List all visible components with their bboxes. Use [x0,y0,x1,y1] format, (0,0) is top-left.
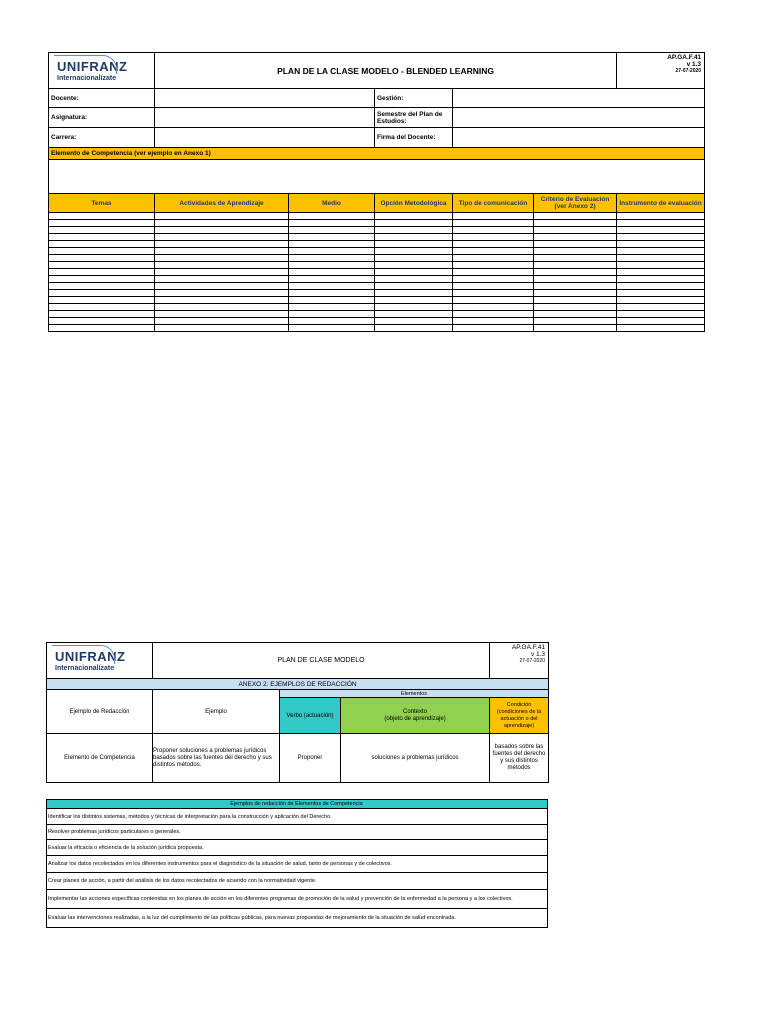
plan-cell[interactable] [617,227,705,234]
plan-cell[interactable] [617,276,705,283]
plan-cell[interactable] [617,304,705,311]
plan-cell[interactable] [49,290,155,297]
ejemplo-item: Evaluar las intervenciones realizadas, a la luz del cumplimiento de las políticas públicas, para nuevas propuestas de mejoramiento de la situación de salud encontrada. [47,909,548,928]
brand-name: UNIFRANZ [57,59,128,74]
competencia-field[interactable] [49,160,705,194]
plan-cell[interactable] [49,269,155,276]
plan-cell[interactable] [534,311,617,318]
brand-tagline: Internacionalízate [57,75,117,82]
ejemplos-title: Ejemplos de redacción de Elementos de Competencia [47,800,548,809]
plan-cell[interactable] [453,311,534,318]
form-date: 27-07-2020 [675,68,702,74]
firma-label: Firma del Docente: [375,128,453,148]
row-ejemplo: Proponer soluciones a problemas jurídicos basados sobre las fuentes del derecho y sus distintos métodos. [153,734,280,783]
plan-cell[interactable] [289,290,375,297]
plan-cell[interactable] [375,248,453,255]
form-version: v 1.3 [686,61,702,68]
plan-cell[interactable] [617,318,705,325]
plan-cell[interactable] [289,276,375,283]
col-instrumento-evaluacion: Instrumento de evaluación [617,194,705,213]
plan-cell[interactable] [49,255,155,262]
plan-cell[interactable] [49,241,155,248]
plan-cell[interactable] [453,318,534,325]
col-verbo: Verbo (actuación) [280,698,341,734]
plan-cell[interactable] [289,283,375,290]
plan-cell[interactable] [375,269,453,276]
elementos-header: Elementos [280,690,549,698]
plan-cell[interactable] [453,283,534,290]
col-actividades: Actividades de Aprendizaje [155,194,289,213]
plan-cell[interactable] [49,276,155,283]
plan-cell[interactable] [155,276,289,283]
plan-clase-form [48,52,705,332]
form-title: PLAN DE LA CLASE MODELO - BLENDED LEARNING [155,53,617,89]
col-contexto: Contexto (objeto de aprendizaje) [341,698,490,734]
asignatura-field[interactable] [155,108,375,128]
plan-cell[interactable] [289,241,375,248]
plan-cell[interactable] [617,290,705,297]
anexo-form [46,642,549,783]
plan-cell[interactable] [534,213,617,220]
col-opcion-metodologica: Opción Metodológica [375,194,453,213]
plan-cell[interactable] [453,325,534,332]
plan-cell[interactable] [49,262,155,269]
plan-cell[interactable] [289,311,375,318]
plan-cell[interactable] [49,325,155,332]
plan-row [49,290,705,297]
plan-cell[interactable] [453,269,534,276]
plan-cell[interactable] [617,311,705,318]
plan-cell[interactable] [289,220,375,227]
plan-row [49,213,705,220]
plan-cell[interactable] [375,241,453,248]
plan-cell[interactable] [617,283,705,290]
plan-row [49,262,705,269]
brand-tagline-2: Internacionalízate [55,665,115,672]
plan-row [49,283,705,290]
plan-row [49,255,705,262]
plan-cell[interactable] [534,290,617,297]
plan-cell[interactable] [617,248,705,255]
col-ejemplo-redaccion: Ejemplo de Redacción [47,690,153,734]
plan-cell[interactable] [534,220,617,227]
anexo-code-cell [490,643,549,679]
plan-cell[interactable] [155,234,289,241]
plan-cell[interactable] [453,248,534,255]
plan-cell[interactable] [534,227,617,234]
plan-cell[interactable] [453,234,534,241]
competencia-header: Elemento de Competencia (ver ejemplo en Anexo 1) [49,148,705,160]
plan-cell[interactable] [617,241,705,248]
col-ejemplo: Ejemplo [153,690,280,734]
row-contexto: soluciones a problemas jurídicos [341,734,490,783]
firma-field[interactable] [453,128,705,148]
logo-cell-2 [47,643,153,679]
plan-cell[interactable] [453,220,534,227]
form-code: AP.GA.F.41 [667,54,702,61]
ejemplo-item: Resolver problemas jurídicos particulares o generales. [47,825,548,840]
plan-cell[interactable] [375,262,453,269]
plan-cell[interactable] [617,213,705,220]
plan-row [49,297,705,304]
plan-cell[interactable] [155,248,289,255]
plan-cell[interactable] [453,262,534,269]
plan-cell[interactable] [534,262,617,269]
semestre-field[interactable] [453,108,705,128]
plan-row [49,227,705,234]
plan-cell[interactable] [534,255,617,262]
row-condicion: basados sobre las fuentes del derecho y sus distintos métodos [490,734,549,783]
carrera-label: Carrera: [49,128,155,148]
plan-cell[interactable] [534,325,617,332]
plan-cell[interactable] [289,262,375,269]
plan-cell[interactable] [49,283,155,290]
ejemplo-item: Implementar las acciones específicas contenidas en los planes de acción en los diferentes programas de promoción de la salud y prevención de la enfermedad a la persona y a los colectivos. [47,890,548,909]
logo-cell [49,53,155,89]
plan-cell[interactable] [49,234,155,241]
anexo-code: AP.GA.F.41 [511,644,546,651]
plan-cell[interactable] [617,325,705,332]
plan-cell[interactable] [453,276,534,283]
plan-row [49,276,705,283]
plan-cell[interactable] [453,227,534,234]
ejemplo-item: Evaluar la eficacia o eficiencia de la solución jurídica propuesta. [47,840,548,856]
plan-cell[interactable] [155,262,289,269]
row-label: Elemento de Competencia [47,734,153,783]
plan-cell[interactable] [617,220,705,227]
plan-cell[interactable] [289,234,375,241]
plan-cell[interactable] [155,220,289,227]
plan-cell[interactable] [155,311,289,318]
plan-cell[interactable] [453,213,534,220]
anexo-version: v 1.3 [530,651,546,658]
plan-row [49,269,705,276]
anexo-form-title: PLAN DE CLASE MODELO [153,643,490,679]
plan-cell[interactable] [617,255,705,262]
brand-name-2: UNIFRANZ [55,649,126,664]
carrera-field[interactable] [155,128,375,148]
plan-cell[interactable] [375,213,453,220]
plan-cell[interactable] [617,234,705,241]
plan-cell[interactable] [375,220,453,227]
plan-cell[interactable] [534,248,617,255]
docente-label: Docente: [49,89,155,108]
plan-cell[interactable] [617,269,705,276]
plan-cell[interactable] [453,304,534,311]
plan-cell[interactable] [534,276,617,283]
plan-cell[interactable] [617,297,705,304]
plan-cell[interactable] [155,283,289,290]
plan-cell[interactable] [155,290,289,297]
plan-cell[interactable] [375,311,453,318]
plan-cell[interactable] [49,213,155,220]
plan-cell[interactable] [155,241,289,248]
col-condicion: Condición (condiciones de la actuación o del aprendizaje) [490,698,549,734]
plan-cell[interactable] [289,255,375,262]
plan-row [49,325,705,332]
plan-cell[interactable] [155,325,289,332]
plan-cell[interactable] [617,262,705,269]
plan-cell[interactable] [375,283,453,290]
row-verbo: Proponer [280,734,341,783]
plan-cell[interactable] [289,213,375,220]
plan-row [49,311,705,318]
plan-cell[interactable] [155,304,289,311]
plan-cell[interactable] [453,290,534,297]
col-temas: Temas [49,194,155,213]
plan-cell[interactable] [289,227,375,234]
plan-cell[interactable] [155,269,289,276]
plan-cell[interactable] [289,304,375,311]
col-criterio-evaluacion: Criterio de Evaluación (ver Anexo 2) [534,194,617,213]
plan-row [49,220,705,227]
plan-row [49,318,705,325]
plan-cell[interactable] [534,283,617,290]
ejemplo-item: Identificar los distintos sistemas, métodos y técnicas de interpretación para la construcción y aplicación del Derecho. [47,809,548,825]
plan-cell[interactable] [534,318,617,325]
plan-cell[interactable] [289,269,375,276]
plan-cell[interactable] [49,304,155,311]
plan-cell[interactable] [375,325,453,332]
plan-cell[interactable] [534,269,617,276]
plan-cell[interactable] [375,227,453,234]
plan-cell[interactable] [375,304,453,311]
ejemplo-item: Crear planes de acción, a partir del análisis de los datos recolectados de acuerdo con la normatividad vigente. [47,873,548,890]
plan-cell[interactable] [534,304,617,311]
plan-cell[interactable] [375,255,453,262]
plan-cell[interactable] [49,311,155,318]
plan-cell[interactable] [375,276,453,283]
docente-field[interactable] [155,89,375,108]
plan-cell[interactable] [49,227,155,234]
unifranz-logo-2 [49,649,150,672]
plan-cell[interactable] [49,297,155,304]
plan-cell[interactable] [155,318,289,325]
unifranz-logo [51,59,152,82]
plan-cell[interactable] [534,234,617,241]
plan-row [49,248,705,255]
plan-cell[interactable] [155,227,289,234]
plan-cell[interactable] [453,255,534,262]
plan-cell[interactable] [155,255,289,262]
plan-cell[interactable] [375,290,453,297]
plan-rows [49,213,705,332]
plan-cell[interactable] [49,248,155,255]
plan-cell[interactable] [375,297,453,304]
plan-cell[interactable] [49,318,155,325]
plan-cell[interactable] [289,318,375,325]
plan-cell[interactable] [534,241,617,248]
col-medio: Medio [289,194,375,213]
ejemplo-item: Analizar los datos recolectados en los diferentes instrumentos para el diagnóstico de la situación de salud, tanto de personas y de colectivos. [47,856,548,873]
plan-cell[interactable] [49,220,155,227]
ejemplos-table [46,799,548,928]
semestre-label: Semestre del Plan de Estudios: [375,108,453,128]
gestion-field[interactable] [453,89,705,108]
plan-cell[interactable] [289,297,375,304]
plan-cell[interactable] [155,297,289,304]
anexo-title: ANEXO 2: EJEMPLOS DE REDACCIÓN [47,679,549,690]
plan-row [49,304,705,311]
asignatura-label: Asignatura: [49,108,155,128]
plan-cell[interactable] [534,297,617,304]
plan-row [49,241,705,248]
anexo-date: 27-07-2020 [519,658,546,664]
plan-row [49,234,705,241]
plan-cell[interactable] [289,248,375,255]
plan-cell[interactable] [375,318,453,325]
form-code-cell [617,53,705,89]
col-tipo-comunicacion: Tipo de comunicación [453,194,534,213]
plan-cell[interactable] [155,213,289,220]
gestion-label: Gestión: [375,89,453,108]
plan-cell[interactable] [375,234,453,241]
plan-cell[interactable] [453,241,534,248]
plan-cell[interactable] [289,325,375,332]
plan-cell[interactable] [453,297,534,304]
